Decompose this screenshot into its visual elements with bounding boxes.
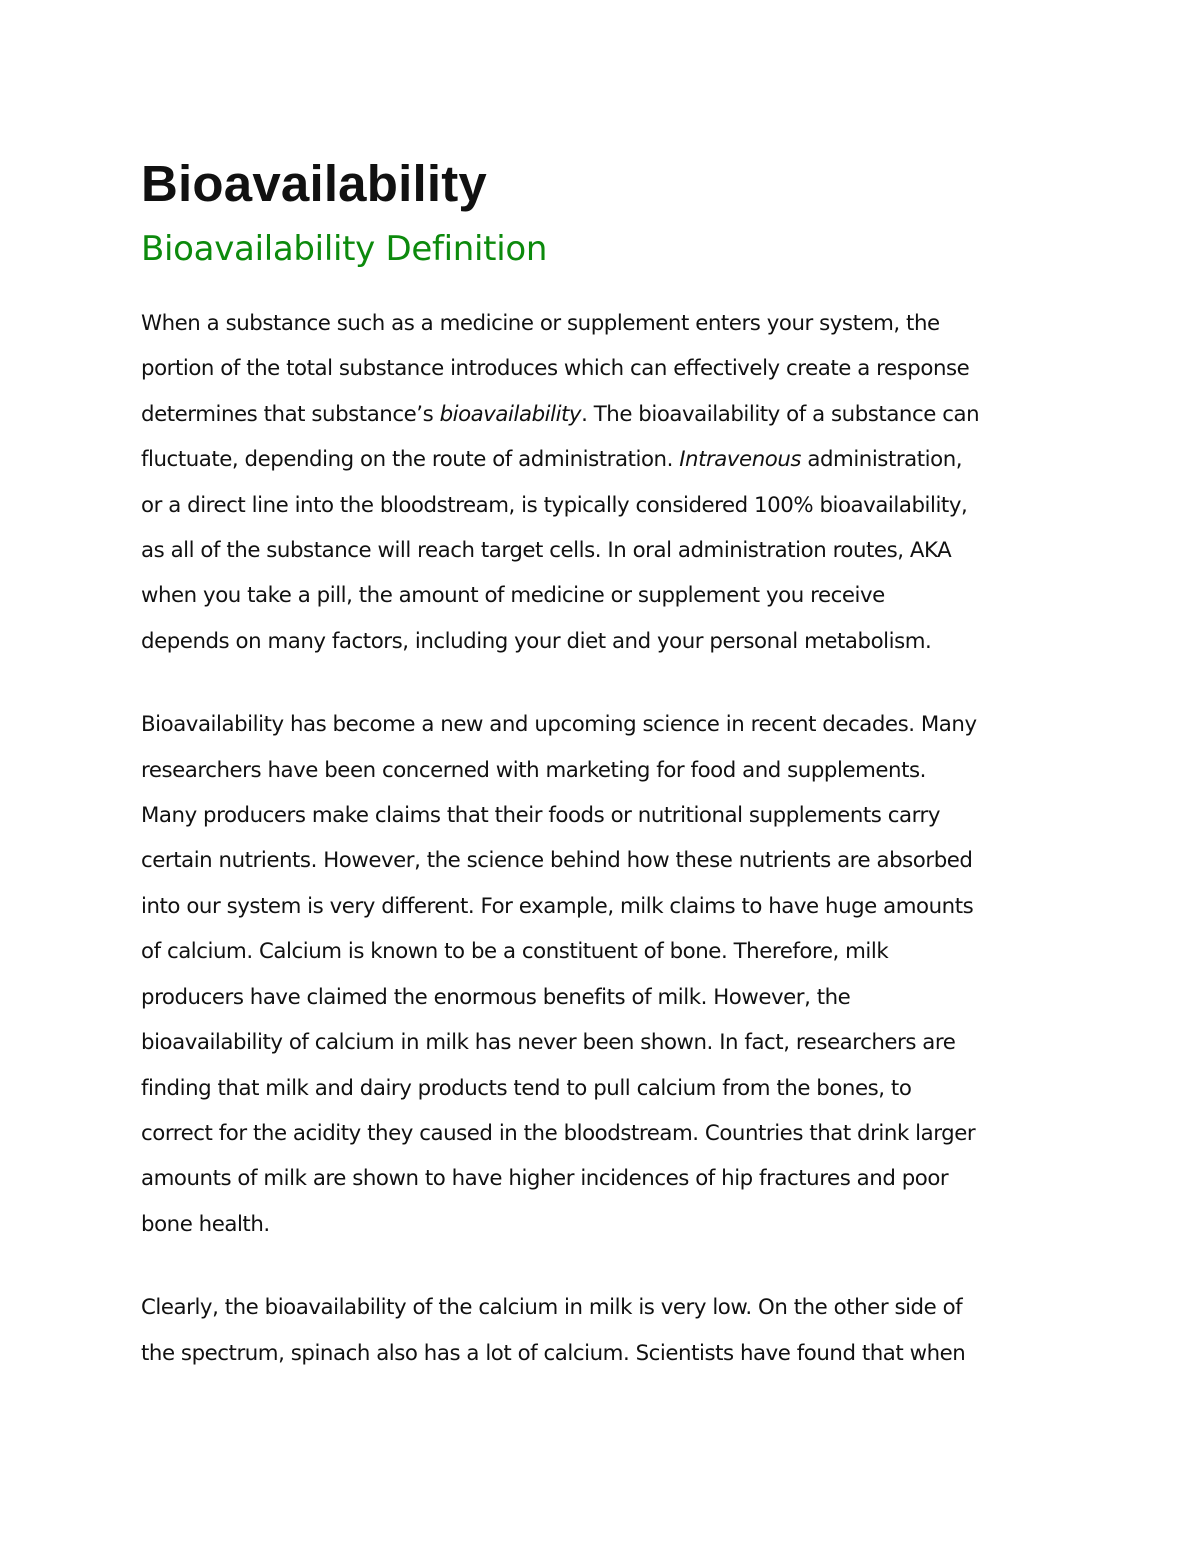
- text-line: certain nutrients. However, the science behind how these nutrients are absorbed: [141, 848, 973, 874]
- text-line: When a substance such as a medicine or supplement enters your system, the: [141, 311, 940, 336]
- text-line: bioavailability of calcium in milk has never been shown. In fact, researchers are: [141, 1030, 956, 1056]
- section-heading: Bioavailability Definition: [141, 229, 548, 269]
- text-line: correct for the acidity they caused in the bloodstream. Countries that drink larger: [141, 1120, 976, 1146]
- text-run: administration,: [801, 447, 963, 473]
- text-line: Bioavailability has become a new and upcoming science in recent decades. Many: [141, 712, 977, 738]
- text-line: [141, 437, 1071, 482]
- text-line: researchers have been concerned with marketing for food and supplements.: [141, 757, 926, 783]
- text-line: portion of the total substance introduces which can effectively create a response: [141, 356, 970, 382]
- text-line: when you take a pill, the amount of medicine or supplement you receive: [141, 583, 885, 609]
- text-line: producers have claimed the enormous benefits of milk. However, the: [141, 984, 851, 1010]
- text-line: into our system is very different. For example, milk claims to have huge amounts: [141, 893, 974, 919]
- text-line: Many producers make claims that their foods or nutritional supplements carry: [141, 803, 940, 829]
- text-run: determines that substance’s: [141, 401, 440, 427]
- text-line: of calcium. Calcium is known to be a constituent of bone. Therefore, milk: [141, 939, 889, 965]
- text-line: depends on many factors, including your diet and your personal metabolism.: [141, 628, 932, 654]
- text-line: amounts of milk are shown to have higher incidences of hip fractures and poor: [141, 1166, 949, 1192]
- text-line: finding that milk and dairy products tend to pull calcium from the bones, to: [141, 1075, 912, 1101]
- text-line: the spectrum, spinach also has a lot of calcium. Scientists have found that when: [141, 1340, 966, 1366]
- paragraph-calcium: [141, 1285, 1071, 1376]
- text-line: or a direct line into the bloodstream, is typically considered 100% bioavailability,: [141, 492, 968, 518]
- document-content: [141, 155, 1071, 1376]
- paragraph-definition: [141, 301, 1071, 664]
- emphasis-term-bioavailability: bioavailability: [439, 401, 582, 427]
- text-line: Clearly, the bioavailability of the calcium in milk is very low. On the other side of: [141, 1295, 963, 1321]
- page-title: Bioavailability: [141, 155, 487, 212]
- text-run: fluctuate, depending on the route of administration.: [141, 447, 680, 473]
- text-line: as all of the substance will reach target cells. In oral administration routes, AKA: [141, 538, 952, 564]
- text-line: [141, 392, 1071, 437]
- emphasis-term-intravenous: Intravenous: [679, 447, 802, 473]
- text-run: . The bioavailability of a substance can: [581, 401, 980, 427]
- text-line: bone health.: [141, 1211, 270, 1237]
- paragraph-marketing: [141, 702, 1071, 1247]
